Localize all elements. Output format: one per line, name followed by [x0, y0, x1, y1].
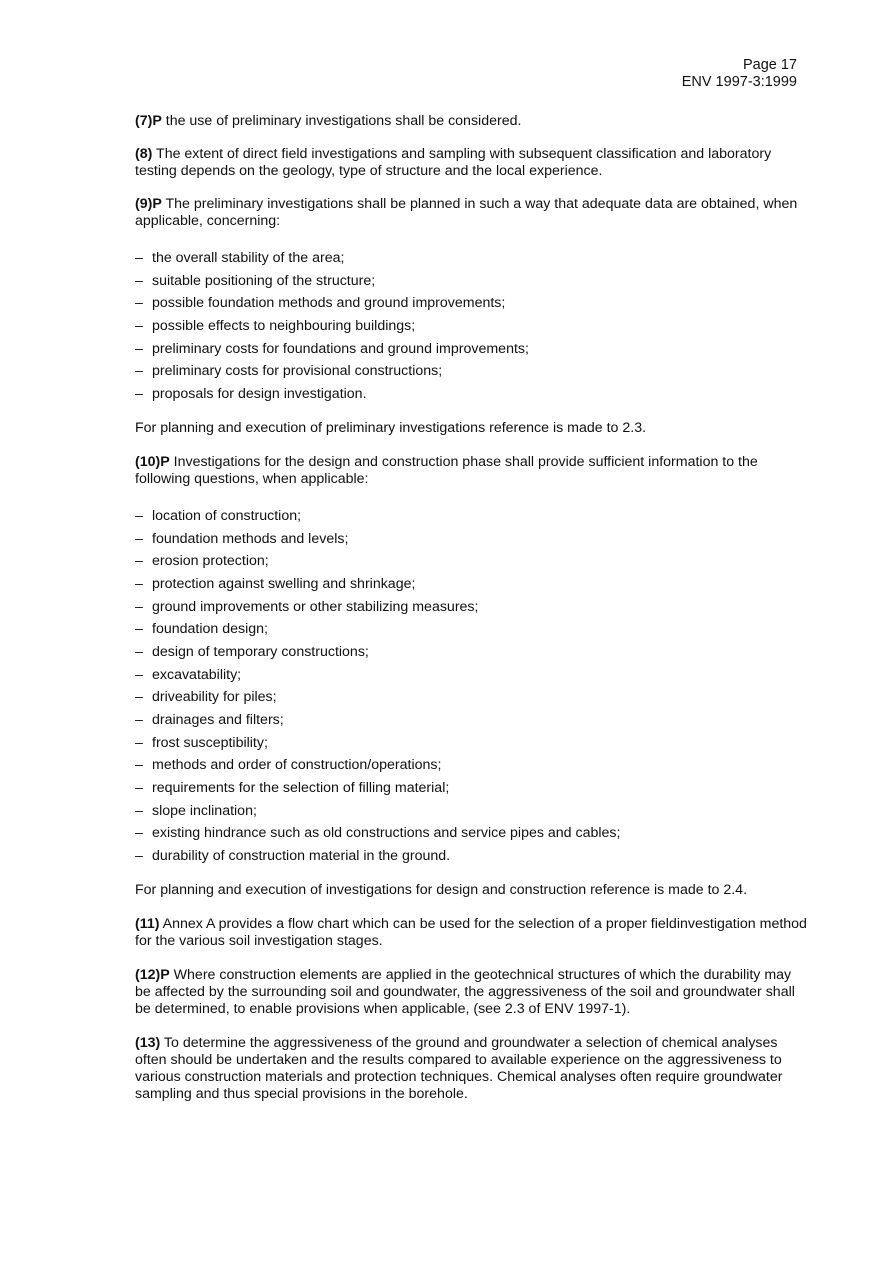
list-item: – driveability for piles;: [135, 689, 277, 706]
dash-bullet: –: [135, 712, 143, 728]
clause-text: The preliminary investigations shall be planned in such a way that adequate data are obtained, when applicable, concerning:: [135, 196, 798, 229]
document-body: [135, 113, 810, 1103]
dash-bullet: –: [135, 757, 143, 774]
clause-number: (12)P: [135, 966, 170, 983]
clause-9: [135, 196, 810, 230]
list-item: – design of temporary constructions;: [135, 643, 369, 660]
dash-bullet: –: [135, 689, 143, 706]
dash-bullet: –: [135, 386, 143, 403]
list-item: – frost susceptibility;: [135, 734, 268, 751]
clause-text: Where construction elements are applied in the geotechnical structures of which the durability may be affected by the surrounding soil and goundwater, the aggressiveness of the soil and groundwater shall be determined, to enable provisions when applicable, (see 2.3 of ENV 1997-1).: [135, 966, 795, 1017]
clause-text: To determine the aggressiveness of the ground and groundwater a selection of chemical analyses often should be undertaken and the results compared to available experience on the aggressiveness to various construction materials and protection techniques. Chemical analyses often require groundwater sampling and thus special provisions in the borehole.: [135, 1034, 783, 1102]
list-item: – requirements for the selection of filling material;: [135, 780, 450, 797]
clause-text: the use of preliminary investigations shall be considered.: [161, 113, 522, 129]
list-item: – existing hindrance such as old constructions and service pipes and cables;: [135, 825, 621, 842]
dash-bullet: –: [135, 318, 143, 335]
list-item: – foundation design;: [135, 621, 268, 638]
page-number: Page 17: [742, 57, 797, 73]
list-item: – durability of construction material in the ground.: [135, 848, 451, 865]
dash-bullet: –: [135, 734, 143, 751]
list-item: – protection against swelling and shrinkage;: [135, 575, 416, 592]
dash-bullet: –: [135, 780, 143, 797]
dash-bullet: –: [135, 295, 143, 312]
page-header: [682, 57, 797, 91]
dash-bullet: –: [135, 272, 143, 289]
clause-number: (7)P: [135, 113, 162, 129]
clause-13: [135, 1035, 810, 1103]
clause-text: Annex A provides a flow chart which can be used for the selection of a proper fieldinvestigation method for the various soil investigation stages.: [135, 915, 807, 949]
list-item: – suitable positioning of the structure;: [135, 272, 376, 289]
dash-bullet: –: [135, 575, 143, 592]
clause-7: [135, 113, 810, 130]
list-item: – the overall stability of the area;: [135, 250, 345, 266]
clause-text: The extent of direct field investigations and sampling with subsequent classification and laboratory testing depends on the geology, type of structure and the local experience.: [135, 146, 772, 179]
clause-10: [135, 454, 810, 488]
list-item: – possible foundation methods and ground improvements;: [135, 295, 506, 312]
clause-number: (11): [135, 915, 160, 932]
list-item: – foundation methods and levels;: [135, 530, 349, 547]
dash-bullet: –: [135, 643, 143, 660]
clause-number: (13): [135, 1034, 161, 1051]
list-item: – methods and order of construction/operations;: [135, 757, 442, 774]
dash-bullet: –: [135, 363, 143, 380]
dash-bullet: –: [135, 848, 143, 865]
dash-bullet: –: [135, 250, 143, 266]
clause-12: [135, 967, 810, 1018]
list-item: – possible effects to neighbouring buildings;: [135, 318, 416, 335]
dash-bullet: –: [135, 802, 143, 819]
reference-note-2-4: For planning and execution of investigations for design and construction reference is made to 2.4.: [135, 881, 748, 898]
list-item: – erosion protection;: [135, 553, 269, 570]
clause-11: [135, 916, 810, 950]
dash-bullet: –: [135, 507, 143, 524]
dash-bullet: –: [135, 340, 143, 357]
clause-number: (9)P: [135, 196, 162, 212]
list-item: – drainages and filters;: [135, 712, 284, 728]
dash-bullet: –: [135, 825, 143, 842]
clause-number: (8): [135, 146, 153, 162]
standard-reference: ENV 1997-3:1999: [681, 74, 797, 90]
dash-bullet: –: [135, 666, 143, 683]
dash-bullet: –: [135, 598, 143, 615]
reference-note-2-3: For planning and execution of preliminary investigations reference is made to 2.3.: [135, 419, 647, 436]
list-design-construction: [135, 508, 810, 871]
list-preliminary: [135, 250, 810, 409]
dash-bullet: –: [135, 621, 143, 638]
list-item: – slope inclination;: [135, 802, 257, 819]
list-item: – proposals for design investigation.: [135, 386, 367, 403]
clause-8: [135, 146, 810, 180]
list-item: – preliminary costs for provisional constructions;: [135, 363, 443, 380]
list-item: – location of construction;: [135, 507, 302, 524]
list-item: – excavatability;: [135, 666, 242, 683]
list-item: – preliminary costs for foundations and ground improvements;: [135, 340, 529, 357]
dash-bullet: –: [135, 553, 143, 570]
clause-number: (10)P: [135, 453, 170, 470]
clause-text: Investigations for the design and construction phase shall provide sufficient information to the following questions, when applicable:: [135, 453, 758, 487]
dash-bullet: –: [135, 530, 143, 547]
list-item: – ground improvements or other stabilizing measures;: [135, 598, 479, 615]
